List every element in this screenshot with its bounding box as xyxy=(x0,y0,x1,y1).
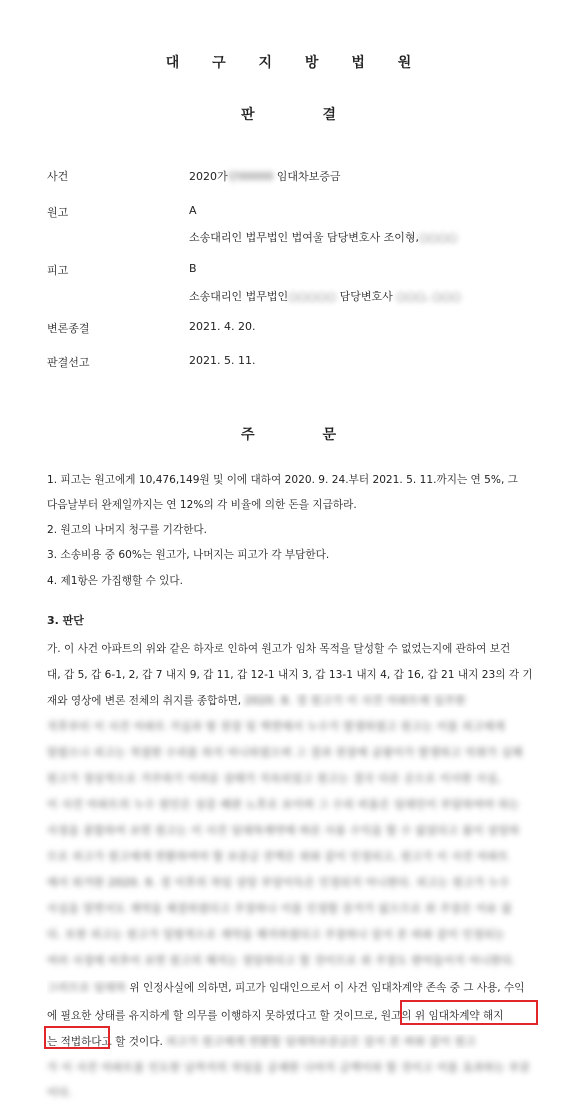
redacted-line: 사실을 알면서도 계약을 체결하였다고 주장하나 이를 인정할 증거가 없으므로 위 주장은 이유 없 xyxy=(47,903,513,915)
judgment-line-text: 고 할 것이다. xyxy=(101,1036,163,1048)
court-name: 대 구 지 방 법 원 xyxy=(165,55,426,71)
case-number-prefix: 2020가 xyxy=(189,170,228,183)
judgment-line xyxy=(47,980,534,995)
order-line: 4. 제1항은 가집행할 수 있다. xyxy=(47,575,184,587)
case-title: 임대차보증금 xyxy=(273,170,341,183)
defendant-rep-mid: 담당변호사 xyxy=(336,290,393,303)
redacted-line: 가 이 사건 아파트를 인도한 날까지의 차임을 공제한 나머지 금액이라 할 것이고 이를 초과하는 부분 xyxy=(47,1062,531,1074)
defendant-rep-prefix: 소송대리인 법무법인 xyxy=(189,290,289,303)
redacted-line: 다. 또한 피고는 원고가 일방적으로 계약을 해지하였다고 주장하나 앞서 본 바와 같이 인정되는 xyxy=(47,929,506,941)
redacted-text: 2020. 8. 경 원고가 이 사건 아파트에 입주한 xyxy=(244,695,466,707)
order-line: 1. 피고는 원고에게 10,476,149원 및 이에 대하여 2020. 9. 24.부터 2021. 5. 11.까지는 연 5%, 그 xyxy=(47,474,518,486)
order-line: 3. 소송비용 중 60%는 원고가, 나머지는 피고가 각 부담한다. xyxy=(47,549,330,561)
defendant-name: B xyxy=(189,262,197,275)
judgment-line-text: 위 인정사실에 의하면, 피고가 임대인으로서 이 사건 임대차계약 존속 중 그 사용, 수익 xyxy=(126,982,525,994)
redacted-line: 직후부터 이 사건 아파트 거실과 방 천장 및 벽면에서 누수가 발생하였고 원고는 이를 피고에게 xyxy=(47,721,506,733)
judgment-line xyxy=(47,1034,534,1049)
defendant-attorneys-redacted: ○○○, ○○○ xyxy=(396,290,461,303)
redacted-line: 에서 퇴거한 2020. 9. 경 이후의 차임 상당 부당이득은 인정되지 아니한다. 피고는 원고가 누수 xyxy=(47,877,511,889)
ruling-label: 판결선고 xyxy=(47,356,90,369)
plaintiff-rep-text: 소송대리인 법무법인 법여울 담당변호사 조이형, xyxy=(189,231,420,244)
judgment-line xyxy=(47,693,534,708)
order-heading xyxy=(0,424,577,444)
closing-label: 변론종결 xyxy=(47,322,90,335)
redacted-line: 여러 사정에 비추어 보면 원고의 해지는 정당하다고 할 것이므로 위 주장도 받아들이지 아니한다. xyxy=(47,955,516,967)
order-heading-char-1: 주 xyxy=(240,427,255,443)
document-type-char-2: 결 xyxy=(322,107,337,123)
redacted-line: 원고가 정상적으로 거주하기 어려운 상태가 지속되었고 원고는 결국 다른 곳으로 이사한 사실, xyxy=(47,773,502,785)
order-line: 2. 원고의 나머지 청구를 기각한다. xyxy=(47,524,207,536)
plaintiff-rep xyxy=(189,229,457,245)
redacted-text: 피고가 원고에게 반환할 임대차보증금은 앞서 본 바와 같이 원고 xyxy=(166,1036,477,1048)
judgment-line: 가. 이 사건 아파트의 위와 같은 하자로 인하여 원고가 임차 목적을 달성할 수 없었는지에 관하여 보건 xyxy=(47,643,511,655)
judgment-line-text: 에 필요한 상태를 유지하게 할 의무를 이행하지 못하였다고 할 것이므로, xyxy=(47,1010,378,1022)
redacted-line: 므로 피고가 원고에게 반환하여야 할 보증금 잔액은 위와 같이 인정되고, 원고가 이 사건 아파트 xyxy=(47,851,510,863)
judgment-line-text: 재와 영상에 변론 전체의 취지를 종합하면, xyxy=(47,695,242,707)
defendant-label: 피고 xyxy=(47,264,69,277)
order-heading-char-2: 문 xyxy=(322,427,337,443)
redacted-text: 그러므로 임대차 xyxy=(47,982,127,994)
case-number-redacted: 단00000 xyxy=(227,170,274,183)
judgment-line: 대, 갑 5, 갑 6-1, 2, 갑 7 내지 9, 갑 11, 갑 12-1 내지 3, 갑 13-1 내지 4, 갑 16, 갑 21 내지 23의 각 기 xyxy=(47,669,533,681)
plaintiff-label: 원고 xyxy=(47,206,69,219)
case-label: 사건 xyxy=(47,170,69,183)
document-type xyxy=(0,104,577,124)
plaintiff-rep-redacted: ○○○○ xyxy=(419,231,458,244)
order-line: 다음날부터 완제일까지는 연 12%의 각 비율에 의한 돈을 지급하라. xyxy=(47,499,357,511)
highlighted-text: 원고의 위 임대차계약 해지 xyxy=(380,1010,504,1022)
judgment-line xyxy=(47,1008,534,1023)
redacted-line: 이 사건 아파트의 누수 원인은 상층 배관 노후로 보이며 그 수리 비용은 임대인이 부담하여야 하는 xyxy=(47,799,520,811)
highlighted-text: 는 적법하다 xyxy=(47,1036,102,1048)
defendant-rep xyxy=(189,288,461,304)
judgment-heading: 3. 판단 xyxy=(47,614,84,627)
document-type-char-1: 판 xyxy=(240,107,255,123)
redacted-line: 알렸으나 피고는 적절한 수리를 하지 아니하였으며 그 결과 천장에 곰팡이가 발생하고 악취가 심해 xyxy=(47,747,523,759)
closing-date: 2021. 4. 20. xyxy=(189,320,256,333)
redacted-line: 이다. xyxy=(47,1087,73,1099)
plaintiff-name: A xyxy=(189,204,197,217)
ruling-date: 2021. 5. 11. xyxy=(189,354,256,367)
case-value xyxy=(189,168,341,184)
defendant-firm-redacted: ○○○○○ xyxy=(288,290,337,303)
redacted-line: 사정을 종합하여 보면 원고는 이 사건 임대차계약에 따른 사용 수익을 할 수 없었다고 봄이 상당하 xyxy=(47,825,520,837)
